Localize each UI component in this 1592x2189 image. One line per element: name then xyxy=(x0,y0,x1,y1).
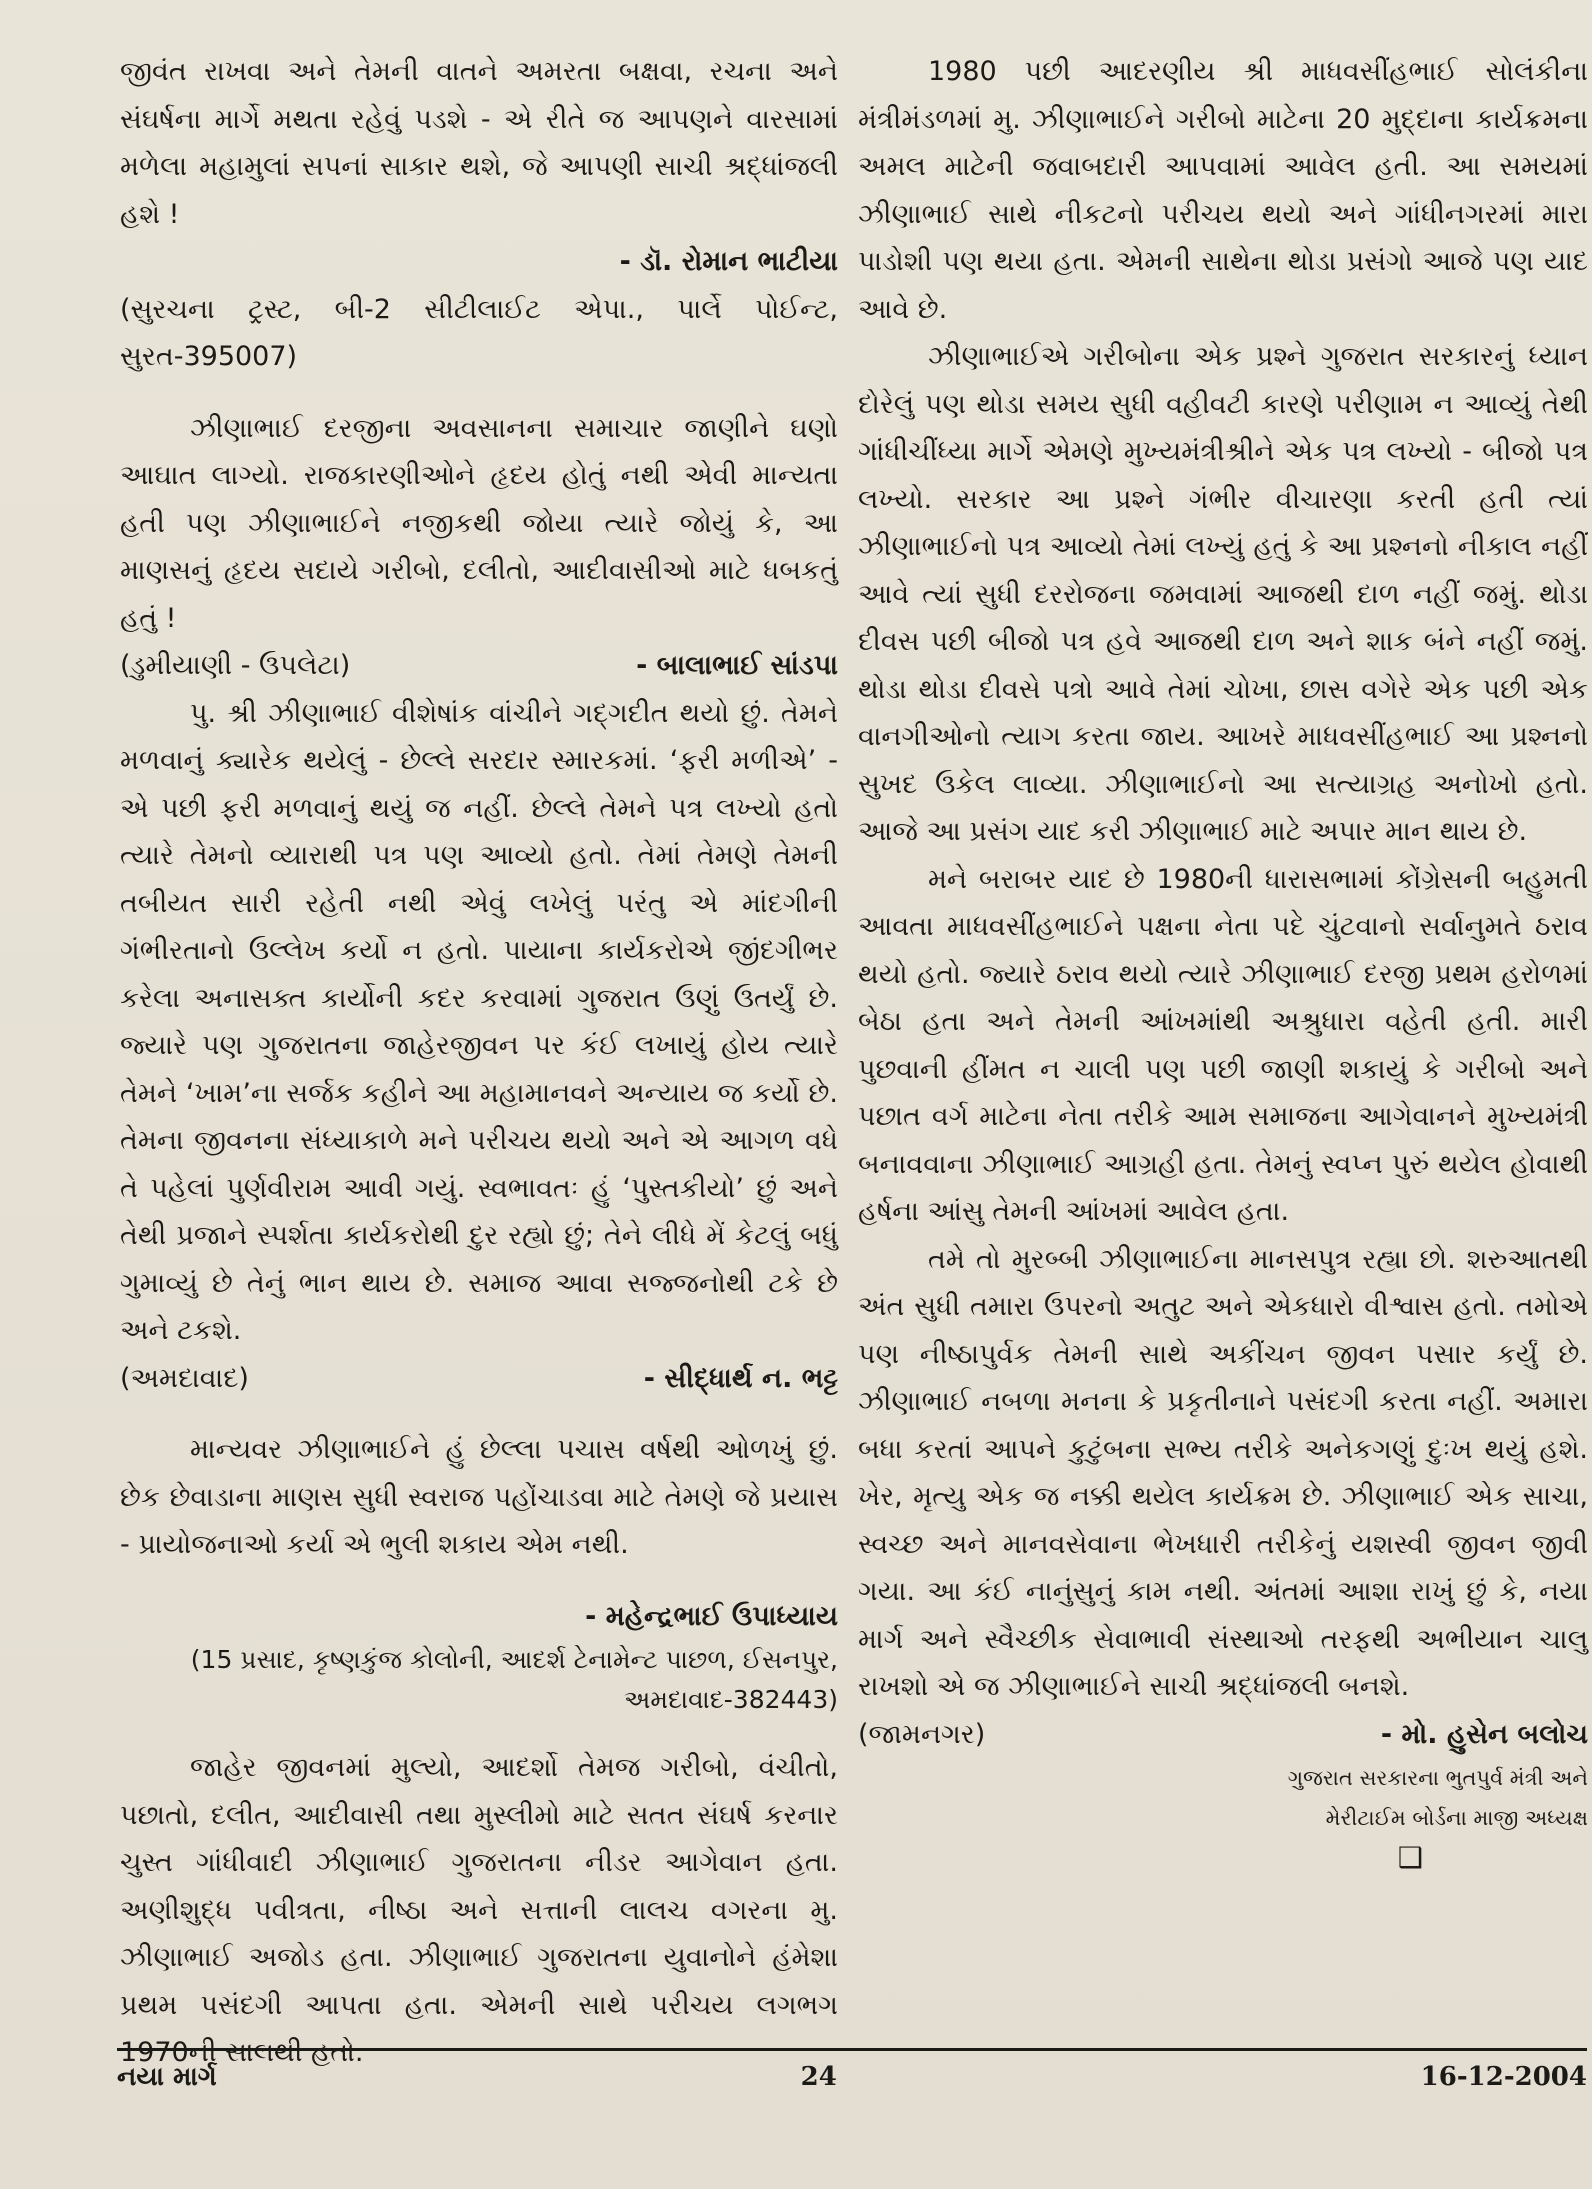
signature-roman-bhatia: - ડૉ. રોમાન ભાટીયા xyxy=(619,246,838,277)
address-isanpur: (15 પ્રસાદ, કૃષ્ણકુંજ કોલોની, આદર્શ ટેનામેન્ટ પાછળ, ઈસનપુર, અમદાવાદ-382443) xyxy=(190,1645,838,1714)
letter-4-body: માન્યવર ઝીણાભાઈને હું છેલ્લા પચાસ વર્ષથી ઓળખું છું. છેક છેવાડાના માણસ સુધી સ્વરાજ પહોંચાડવા માટે તેમણે જે પ્રયાસ - પ્રાયોજનાઓ કર્યા એ ભુલી શકાય એમ નથી. xyxy=(120,1434,838,1560)
spacer xyxy=(120,1720,838,1744)
letter-5-body: જાહેર જીવનમાં મુલ્યો, આદર્શો તેમજ ગરીબો, વંચીતો, પછાતો, દલીત, આદીવાસી તથા મુસ્લીમો માટે સતત સંઘર્ષ કરનાર ચુસ્ત ગાંધીવાદી ઝીણાભાઈ ગુજરાતના નીડર આગેવાન હતા. અણીશુદ્ધ પવીત્રતા, નીષ્ઠા અને સત્તાની લાલચ વગરના મુ. ઝીણાભાઈ અજોડ હતા. ઝીણાભાઈ ગુજરાતના યુવાનોને હંમેશા પ્રથમ પસંદગી આપતા હતા. એમની સાથે પરીચય લગભગ 1970ની સાલથી હતો. xyxy=(120,1752,838,2068)
signatory-title-2: મેરીટાઈમ બોર્ડના માજી અધ્યક્ષ xyxy=(1325,1806,1588,1830)
place-dumiyani: (ડુમીયાણી - ઉપલેટા) xyxy=(120,650,351,681)
page-number: 24 xyxy=(800,2062,837,2092)
signature-balabhai-sandpa: - બાલાભાઈ સાંડપા xyxy=(636,650,838,681)
letter-5-continued-1: 1980 પછી આદરણીય શ્રી માધવસીંહભાઈ સોલંકીના મંત્રીમંડળમાં મુ. ઝીણાભાઈને ગરીબો માટેના 20 મુદ્દાના કાર્યક્રમના અમલ માટેની જવાબદારી આપવામાં આવેલ હતી. આ સમયમાં ઝીણાભાઈ સાથે નીકટનો પરીચય થયો અને ગાંધીનગરમાં મારા પાડોશી પણ થયા હતા. એમની સાથેના થોડા પ્રસંગો આજે પણ યાદ આવે છે. xyxy=(858,56,1588,325)
signature-husen-baloch: - મો. હુસેન બલોચ xyxy=(1380,1718,1588,1750)
magazine-name: નયા માર્ગ xyxy=(117,2062,217,2092)
letter-5-signature-row xyxy=(858,1711,1588,1759)
place-jamnagar: (જામનગર) xyxy=(858,1718,986,1750)
issue-date: 16-12-2004 xyxy=(1420,2062,1587,2092)
spacer xyxy=(120,1402,838,1426)
letter-3-body: પુ. શ્રી ઝીણાભાઈ વીશેષાંક વાંચીને ગદ્ગદીત થયો છું. તેમને મળવાનું ક્યારેક થયેલું - છેલ્લે સરદાર સ્મારકમાં. ‘ફરી મળીએ’ - એ પછી ફરી મળવાનું થયું જ નહીં. છેલ્લે તેમને પત્ર લખ્યો હતો ત્યારે તેમનો વ્યારાથી પત્ર પણ આવ્યો હતો. તેમાં તેમણે તેમની તબીયત સારી રહેતી નથી એવું લખેલું પરંતુ એ માંદગીની ગંભીરતાનો ઉલ્લેખ કર્યો ન હતો. પાયાના કાર્યકરોએ જીંદગીભર કરેલા અનાસક્ત કાર્યોની કદર કરવામાં ગુજરાત ઉણું ઉતર્યું છે. જ્યારે પણ ગુજરાતના જાહેરજીવન પર કંઈ લખાયું હોય ત્યારે તેમને ‘ખામ’ના સર્જક કહીને આ મહામાનવને અન્યાય જ કર્યો છે. તેમના જીવનના સંધ્યાકાળે મને પરીચય થયો અને એ આગળ વધે તે પહેલાં પુર્ણવીરામ આવી ગયું. સ્વભાવતઃ હું ‘પુસ્તકીયો’ છું અને તેથી પ્રજાને સ્પર્શતા કાર્યકરોથી દુર રહ્યો છું; તેને લીધે મેં કેટલું બધું ગુમાવ્યું છે તેનું ભાન થાય છે. સમાજ આવા સજ્જનોથી ટકે છે અને ટકશે. xyxy=(120,697,838,1346)
letter-5-continued-3: મને બરાબર યાદ છે 1980ની ધારાસભામાં કોંગ્રેસની બહુમતી આવતા માધવસીંહભાઈને પક્ષના નેતા પદે ચુંટવાનો સર્વાનુમતે ઠરાવ થયો હતો. જ્યારે ઠરાવ થયો ત્યારે ઝીણાભાઈ દરજી પ્રથમ હરોળમાં બેઠા હતા અને તેમની આંખમાંથી અશ્રુધારા વહેતી હતી. મારી પુછવાની હીંમત ન ચાલી પણ પછી જાણી શકાયું કે ગરીબો અને પછાત વર્ગ માટેના નેતા તરીકે આમ સમાજના આગેવાનને મુખ્યમંત્રી બનાવવાના ઝીણાભાઈ આગ્રહી હતા. તેમનું સ્વપ્ન પુરું થયેલ હોવાથી હર્ષના આંસુ તેમની આંખમાં આવેલ હતા. xyxy=(858,863,1588,1227)
signature-siddharth-bhatt: - સીદ્ધાર્થ ન. ભટ્ટ xyxy=(643,1362,838,1394)
address-surchana-trust: (સુરચના ટ્રસ્ટ, બી-2 સીટીલાઈટ એપા., પાર્લે પોઈન્ટ, સુરત-395007) xyxy=(120,293,838,372)
letter-3-signature-row xyxy=(120,1355,838,1403)
end-square-icon: ❑ xyxy=(1397,1841,1423,1874)
spacer xyxy=(120,381,838,405)
footer-rule xyxy=(117,2048,1587,2051)
place-ahmedabad: (અમદાવાદ) xyxy=(120,1362,249,1394)
letter-1-ending: જીવંત રાખવા અને તેમની વાતને અમરતા બક્ષવા, રચના અને સંઘર્ષના માર્ગે મથતા રહેવું પડશે - એ રીતે જ આપણને વારસામાં મળેલા મહામુલાં સપનાં સાકાર થશે, જે આપણી સાચી શ્રદ્ધાંજલી હશે ! xyxy=(120,56,838,230)
right-column xyxy=(858,48,1588,1878)
letter-2-body: ઝીણાભાઈ દરજીના અવસાનના સમાચાર જાણીને ઘણો આઘાત લાગ્યો. રાજકારણીઓને હૃદય હોતું નથી એવી માન્યતા હતી પણ ઝીણાભાઈને નજીકથી જોયા ત્યારે જોયું કે, આ માણસનું હૃદય સદાયે ગરીબો, દલીતો, આદીવાસીઓ માટે ધબકતું હતું ! xyxy=(120,412,838,634)
left-column xyxy=(120,48,838,2077)
spacer xyxy=(120,1569,838,1593)
signatory-title-1: ગુજરાત સરકારના ભુતપુર્વ મંત્રી અને xyxy=(1287,1766,1588,1790)
letter-5-continued-2: ઝીણાભાઈએ ગરીબોના એક પ્રશ્ને ગુજરાત સરકારનું ધ્યાન દોરેલું પણ થોડા સમય સુધી વહીવટી કારણે પરીણામ ન આવ્યું તેથી ગાંધીચીંધ્યા માર્ગે એમણે મુખ્યમંત્રીશ્રીને એક પત્ર લખ્યો - બીજો પત્ર લખ્યો. સરકાર આ પ્રશ્ને ગંભીર વીચારણા કરતી હતી ત્યાં ઝીણાભાઈનો પત્ર આવ્યો તેમાં લખ્યું હતું કે આ પ્રશ્નનો નીકાલ નહીં આવે ત્યાં સુધી દરરોજના જમવામાં આજથી દાળ નહીં જમું. થોડા દીવસ પછી બીજો પત્ર હવે આજથી દાળ અને શાક બંને નહીં જમું. થોડા થોડા દીવસે પત્રો આવે તેમાં ચોખા, છાસ વગેરે એક પછી એક વાનગીઓનો ત્યાગ કરતા જાય. આખરે માધવસીંહભાઈ આ પ્રશ્નનો સુખદ ઉકેલ લાવ્યા. ઝીણાભાઈનો આ સત્યાગ્રહ અનોખો હતો. આજે આ પ્રસંગ યાદ કરી ઝીણાભાઈ માટે અપાર માન થાય છે. xyxy=(858,341,1588,847)
page-footer xyxy=(117,2062,1587,2093)
letter-2-signature-row xyxy=(120,642,838,690)
letter-5-continued-4: તમે તો મુરબ્બી ઝીણાભાઈના માનસપુત્ર રહ્યા છો. શરુઆતથી અંત સુધી તમારા ઉપરનો અતુટ અને એકધારો વીશ્વાસ હતો. તમોએ પણ નીષ્ઠાપુર્વક તેમની સાથે અકીંચન જીવન પસાર કર્યું છે. ઝીણાભાઈ નબળા મનના કે પ્રકૃતીનાને પસંદગી કરતા નહીં. અમારા બધા કરતાં આપને કુટુંબના સભ્ય તરીકે અનેકગણું દુઃખ થયું હશે. ખેર, મૃત્યુ એક જ નક્કી થયેલ કાર્યક્રમ છે. ઝીણાભાઈ એક સાચા, સ્વચ્છ અને માનવસેવાના ભેખધારી તરીકેનું યશસ્વી જીવન જીવી ગયા. આ કંઈ નાનુંસુનું કામ નથી. અંતમાં આશા રાખું છું કે, નયા માર્ગ અને સ્વૈચ્છીક સેવાભાવી સંસ્થાઓ તરફથી અભીયાન ચાલુ રાખશો એ જ ઝીણાભાઈને સાચી શ્રદ્ધાંજલી બનશે. xyxy=(858,1243,1588,1702)
signature-mahendrabhai-upadhyay: - મહેન્દ્રભાઈ ઉપાધ્યાય xyxy=(585,1600,838,1632)
